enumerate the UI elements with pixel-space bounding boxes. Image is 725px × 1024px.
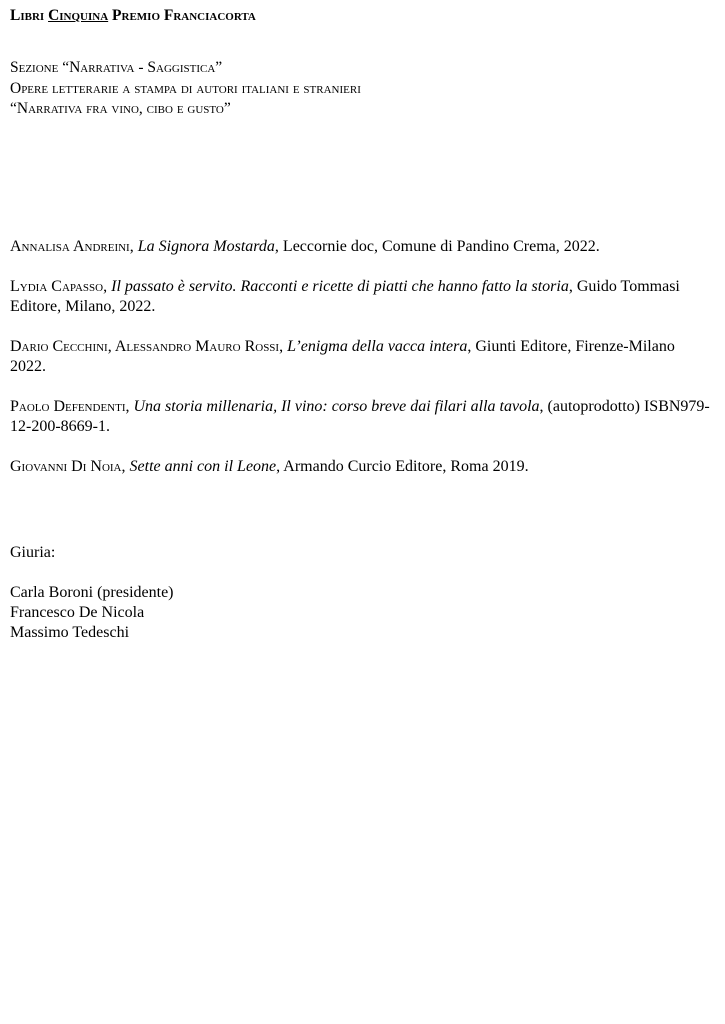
jury-member: Massimo Tedeschi xyxy=(10,623,130,641)
entry-title: Una storia millenaria, Il vino: corso breve dai filari alla tavola xyxy=(133,398,540,415)
entry-publisher: , Leccornie doc, Comune di Pandino Crema, 2022. xyxy=(274,237,600,255)
entry-title: Il passato è servito. Racconti e ricette di piatti che hanno fatto la storia xyxy=(111,278,569,295)
page-title xyxy=(10,7,710,25)
list-item xyxy=(10,337,710,376)
entry-author: Giovanni Di Noia xyxy=(10,458,122,475)
section-heading-block xyxy=(10,58,710,120)
list-item xyxy=(10,277,710,316)
list-item xyxy=(10,397,710,436)
section-line-theme: “Narrativa fra vino, cibo e gusto” xyxy=(10,100,231,117)
document-content xyxy=(10,7,710,643)
entry-title: La Signora Mostarda xyxy=(137,237,275,255)
section-line-category: Sezione “Narrativa - Saggistica” xyxy=(10,59,223,76)
entry-publisher: , Guido Tommasi Editore, Milano, 2022. xyxy=(10,278,680,315)
entry-title: Sette anni con il Leone xyxy=(129,458,277,475)
entry-author: Lydia Capasso xyxy=(10,278,104,295)
page-title-underlined: Cinquina xyxy=(48,7,109,24)
jury-section xyxy=(10,543,710,643)
list-item xyxy=(10,237,710,257)
book-entry-list xyxy=(10,237,710,477)
entry-publisher: , (autoprodotto) ISBN979-12-200-8669-1. xyxy=(10,398,710,435)
entry-author: Dario Cecchini, Alessandro Mauro Rossi xyxy=(10,338,280,355)
entry-author: Annalisa Andreini xyxy=(10,237,130,255)
jury-member: Carla Boroni (presidente) xyxy=(10,583,174,601)
entry-publisher: , Armando Curcio Editore, Roma 2019. xyxy=(276,458,529,475)
page-title-pre: Libri xyxy=(10,7,49,24)
section-line-description: Opere letterarie a stampa di autori italiani e stranieri xyxy=(10,79,361,97)
entry-title: L’enigma della vacca intera xyxy=(287,338,468,355)
jury-member: Francesco De Nicola xyxy=(10,603,145,621)
list-item xyxy=(10,457,710,477)
entry-author: Paolo Defendenti xyxy=(10,398,126,415)
entry-separator: , xyxy=(279,338,288,355)
entry-separator: , xyxy=(103,278,112,295)
entry-separator: , xyxy=(129,237,138,255)
page-title-post: Premio Franciacorta xyxy=(108,7,256,24)
entry-separator: , xyxy=(121,458,130,475)
entry-separator: , xyxy=(125,398,134,415)
jury-label: Giuria: xyxy=(10,543,56,561)
entry-publisher: , Giunti Editore, Firenze-Milano 2022. xyxy=(10,338,675,375)
